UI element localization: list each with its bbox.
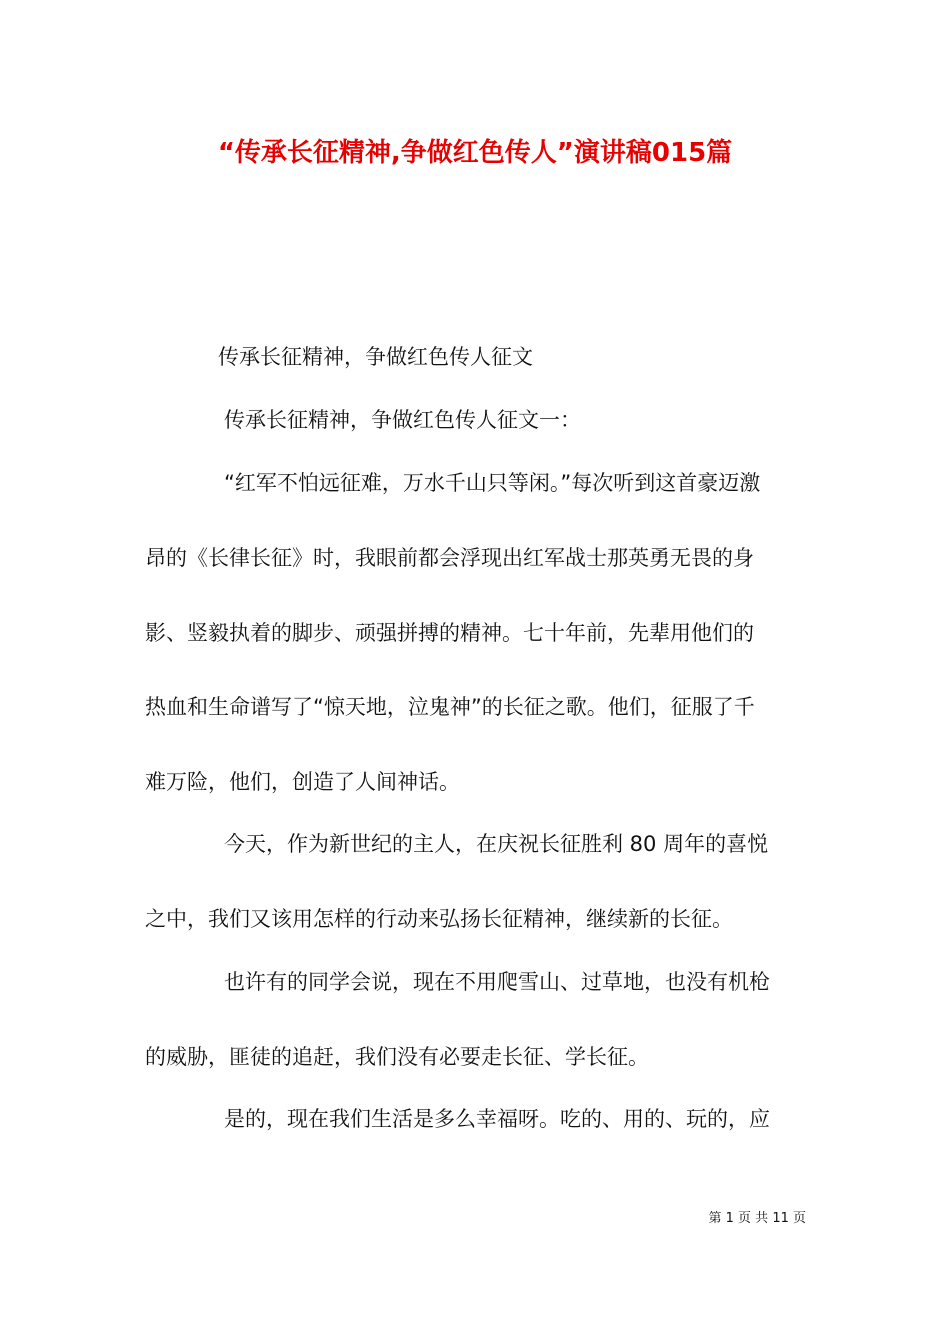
text-line: 影、竖毅执着的脚步、顽强拼搏的精神。七十年前，先辈用他们的 bbox=[145, 621, 754, 645]
text-line: 难万险，他们，创造了人间神话。 bbox=[145, 770, 460, 794]
page-number-footer: 第 1 页 共 11 页 bbox=[708, 1211, 806, 1226]
text-line: 之中，我们又该用怎样的行动来弘扬长征精神，继续新的长征。 bbox=[145, 907, 733, 931]
text-line: 今天，作为新世纪的主人，在庆祝长征胜利 80 周年的喜悦 bbox=[224, 832, 769, 856]
text-line: 是的，现在我们生活是多么幸福呀。吃的、用的、玩的，应 bbox=[224, 1107, 770, 1131]
text-line: 昂的《长律长征》时，我眼前都会浮现出红军战士那英勇无畏的身 bbox=[145, 546, 754, 570]
text-line: 的威胁，匪徒的追赶，我们没有必要走长征、学长征。 bbox=[145, 1045, 649, 1069]
text-line: 传承长征精神，争做红色传人征文一： bbox=[224, 408, 581, 432]
text-line: 传承长征精神，争做红色传人征文 bbox=[218, 345, 533, 369]
text-line: 热血和生命谱写了“惊天地，泣鬼神”的长征之歌。他们，征服了千 bbox=[145, 695, 755, 719]
text-line: “红军不怕远征难，万水千山只等闲。”每次听到这首豪迈激 bbox=[224, 471, 761, 495]
text-line: 也许有的同学会说，现在不用爬雪山、过草地，也没有机枪 bbox=[224, 970, 770, 994]
document-title: “传承长征精神,争做红色传人”演讲稿015篇 bbox=[217, 138, 733, 168]
